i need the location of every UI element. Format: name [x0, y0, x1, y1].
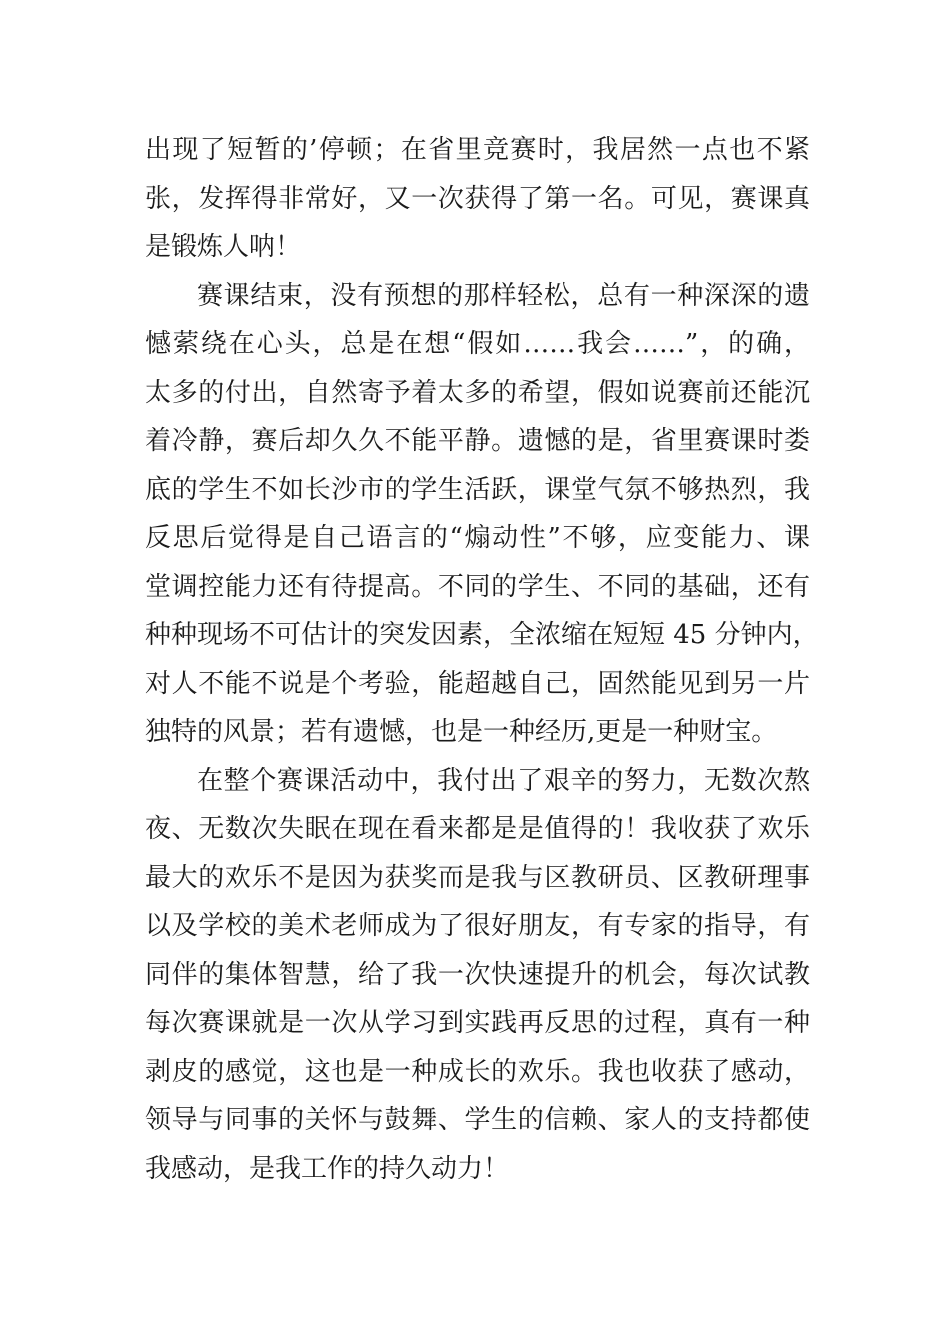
- text-line: 最大的欢乐不是因为获奖而是我与区教研员、区教研理事: [145, 862, 810, 893]
- body-text: [145, 126, 819, 1193]
- paragraph-2: [145, 272, 819, 757]
- text-line: 以及学校的美术老师成为了很好朋友，有专家的指导，有: [145, 911, 810, 941]
- text-line: 每次赛课就是一次从学习到实践再反思的过程，真有一种: [145, 1008, 810, 1038]
- text-line: 领导与同事的关怀与鼓舞、学生的信赖、家人的支持都使: [145, 1105, 810, 1135]
- text-line: 张，发挥得非常好，又一次获得了第一名。可见，赛课真: [145, 183, 810, 214]
- text-line: 憾萦绕在心头，总是在想“假如……我会……”，的确，: [145, 329, 810, 359]
- text-line: 底的学生不如长沙市的学生活跃，课堂气氛不够热烈，我: [145, 474, 810, 505]
- text-line: 夜、无数次失眠在现在看来都是是值得的！我收获了欢乐: [145, 814, 810, 844]
- text-line: 出现了短暂的’停顿；在省里竞赛时，我居然一点也不紧: [145, 135, 810, 165]
- text-line: 我感动，是我工作的持久动力！: [145, 1153, 510, 1184]
- text-line: 反思后觉得是自己语言的“煽动性”不够，应变能力、课: [145, 523, 810, 553]
- text-line: 对人不能不说是个考验，能超越自己，固然能见到另一片: [145, 668, 810, 699]
- text-line: 着冷静，赛后却久久不能平静。遗憾的是，省里赛课时娄: [145, 426, 810, 456]
- text-line: 种种现场不可估计的突发因素，全浓缩在短短 45 分钟内，: [145, 620, 819, 650]
- text-line: 赛课结束，没有预想的那样轻松，总有一种深深的遗: [197, 280, 810, 311]
- text-line: 独特的风景；若有遗憾，也是一种经历,更是一种财宝。: [145, 717, 778, 747]
- text-line: 堂调控能力还有待提高。不同的学生、不同的基础，还有: [145, 571, 810, 602]
- text-line: 太多的付出，自然寄予着太多的希望，假如说赛前还能沉: [145, 377, 810, 408]
- text-line: 是锻炼人呐！: [145, 232, 302, 262]
- paragraph-3: [145, 757, 810, 1194]
- text-line: 在整个赛课活动中，我付出了艰辛的努力，无数次熬: [197, 765, 810, 796]
- paragraph-1: [145, 126, 810, 272]
- text-line: 剥皮的感觉，这也是一种成长的欢乐。我也收获了感动，: [145, 1056, 810, 1087]
- text-line: 同伴的集体智慧，给了我一次快速提升的机会，每次试教: [145, 959, 810, 990]
